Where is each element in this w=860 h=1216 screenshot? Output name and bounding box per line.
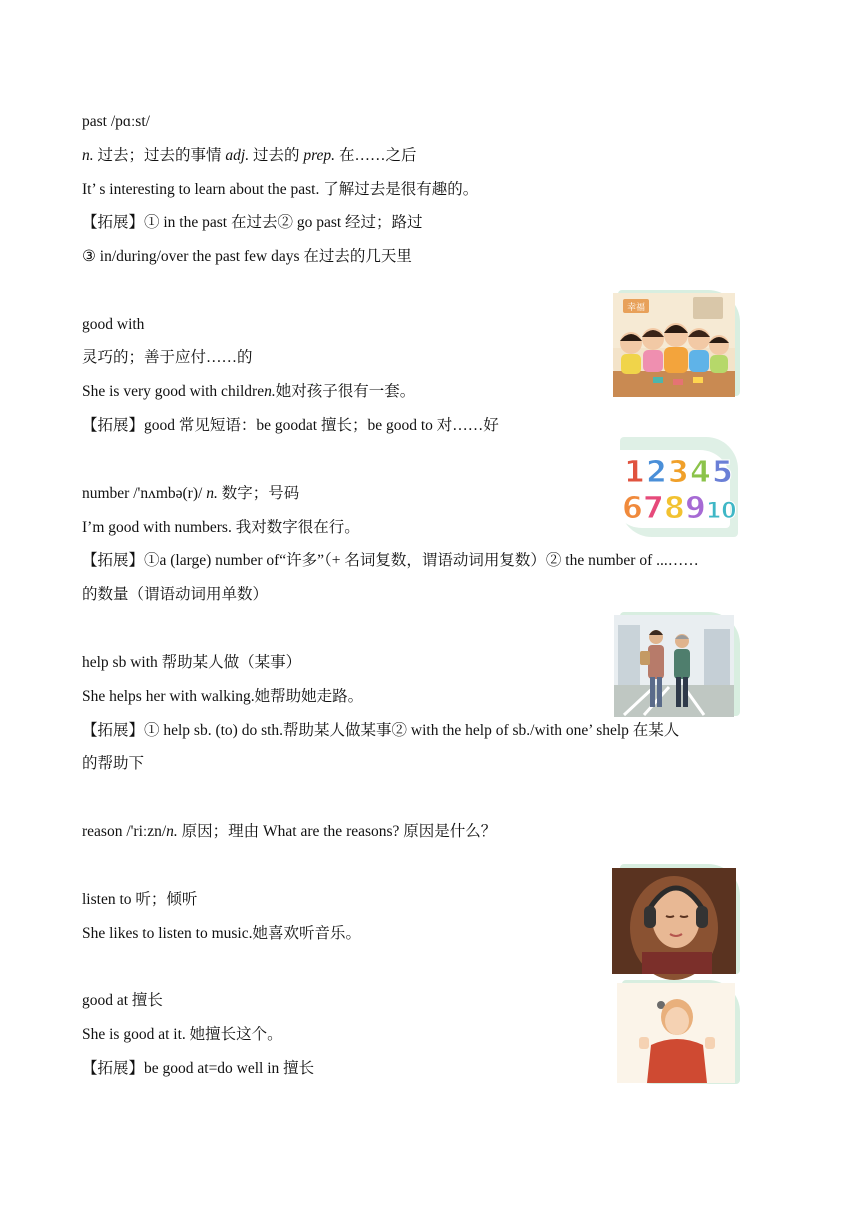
pos-noun: n. bbox=[82, 147, 94, 164]
example-italic: n. bbox=[264, 383, 276, 400]
headword-text: number /'nʌmbə(r)/ bbox=[82, 485, 207, 502]
def-prep: 在……之后 bbox=[335, 147, 417, 164]
digit-4: 4 bbox=[690, 455, 711, 490]
entry-number-extension-2: 的数量（谓语动词用单数） bbox=[82, 586, 269, 603]
digit-7: 7 bbox=[643, 491, 664, 526]
entry-good-with-definition: 灵巧的；善于应付……的 bbox=[82, 349, 253, 366]
headword-text: reason /'riːzn/ bbox=[82, 823, 167, 840]
pos-noun: n. bbox=[206, 485, 218, 502]
colorful-digits-illustration bbox=[612, 450, 737, 528]
entry-good-with-extension: 【拓展】good 常见短语：be goodat 擅长；be good to 对……好 bbox=[82, 417, 499, 434]
entry-good-at-headword: good at 擅长 bbox=[82, 992, 163, 1009]
digit-10: 10 bbox=[706, 499, 737, 524]
entry-help-headword: help sb with 帮助某人做（某事） bbox=[82, 654, 302, 671]
digit-3: 3 bbox=[668, 455, 689, 490]
digit-2: 2 bbox=[646, 455, 667, 490]
entry-past-example: It’ s interesting to learn about the past. 了解过去是很有趣的。 bbox=[82, 181, 479, 198]
thumbs-up-girl-illustration bbox=[617, 983, 735, 1083]
entry-past-definition bbox=[82, 146, 416, 166]
digit-5: 5 bbox=[712, 455, 733, 490]
pos-noun: n. bbox=[166, 823, 178, 840]
entry-help-example: She helps her with walking.她帮助她走路。 bbox=[82, 688, 364, 705]
entry-past-extension-2: ③ in/during/over the past few days 在过去的几天里 bbox=[82, 248, 412, 265]
entry-number-headword bbox=[82, 484, 299, 504]
entry-good-at-example: She is good at it. 她擅长这个。 bbox=[82, 1026, 283, 1043]
digit-8: 8 bbox=[664, 491, 685, 526]
entry-past-extension-1: 【拓展】① in the past 在过去② go past 经过；路过 bbox=[82, 214, 423, 231]
entry-good-with-example bbox=[82, 382, 415, 402]
kids-illustration bbox=[613, 293, 735, 397]
digit-9: 9 bbox=[685, 491, 706, 526]
headphones-girl-illustration bbox=[612, 868, 736, 974]
entry-number-extension-1: 【拓展】①a (large) number of“许多”（+ 名词复数，谓语动词用复数）② the number of ...…… bbox=[82, 552, 699, 569]
example-text: She is very good with childre bbox=[82, 383, 265, 400]
numbers-image bbox=[612, 450, 737, 528]
headword-definition: 数字；号码 bbox=[217, 485, 300, 502]
entry-reason bbox=[82, 822, 496, 842]
walking-image bbox=[614, 615, 734, 717]
pos-prep: prep. bbox=[303, 147, 336, 164]
thumbs-up-image bbox=[617, 983, 735, 1083]
walking-illustration bbox=[614, 615, 734, 717]
kids-sign-text: 幸福 bbox=[626, 303, 646, 313]
digit-6: 6 bbox=[622, 491, 643, 526]
entry-good-at-extension: 【拓展】be good at=do well in 擅长 bbox=[82, 1060, 315, 1077]
entry-help-extension-2: 的帮助下 bbox=[82, 755, 145, 772]
entry-number-example: I’m good with numbers. 我对数字很在行。 bbox=[82, 519, 360, 536]
entry-past-headword: past /pɑːst/ bbox=[82, 113, 150, 130]
def-adj: 过去的 bbox=[249, 147, 304, 164]
digit-1: 1 bbox=[624, 455, 645, 490]
entry-listen-example: She likes to listen to music.她喜欢听音乐。 bbox=[82, 925, 361, 942]
entry-good-with-headword: good with bbox=[82, 316, 145, 333]
entry-help-extension-1: 【拓展】① help sb. (to) do sth.帮助某人做某事② with the help of sb./with one’ shelp 在某人 bbox=[82, 722, 680, 739]
def-noun: 过去；过去的事情 bbox=[93, 147, 226, 164]
headword-definition: 原因；理由 What are the reasons? 原因是什么？ bbox=[177, 823, 497, 840]
pos-adj: adj. bbox=[225, 147, 250, 164]
example-translation: 她对孩子很有一套。 bbox=[275, 383, 416, 400]
music-image bbox=[612, 868, 736, 974]
kids-image bbox=[613, 293, 735, 397]
entry-listen-headword: listen to 听；倾听 bbox=[82, 891, 198, 908]
